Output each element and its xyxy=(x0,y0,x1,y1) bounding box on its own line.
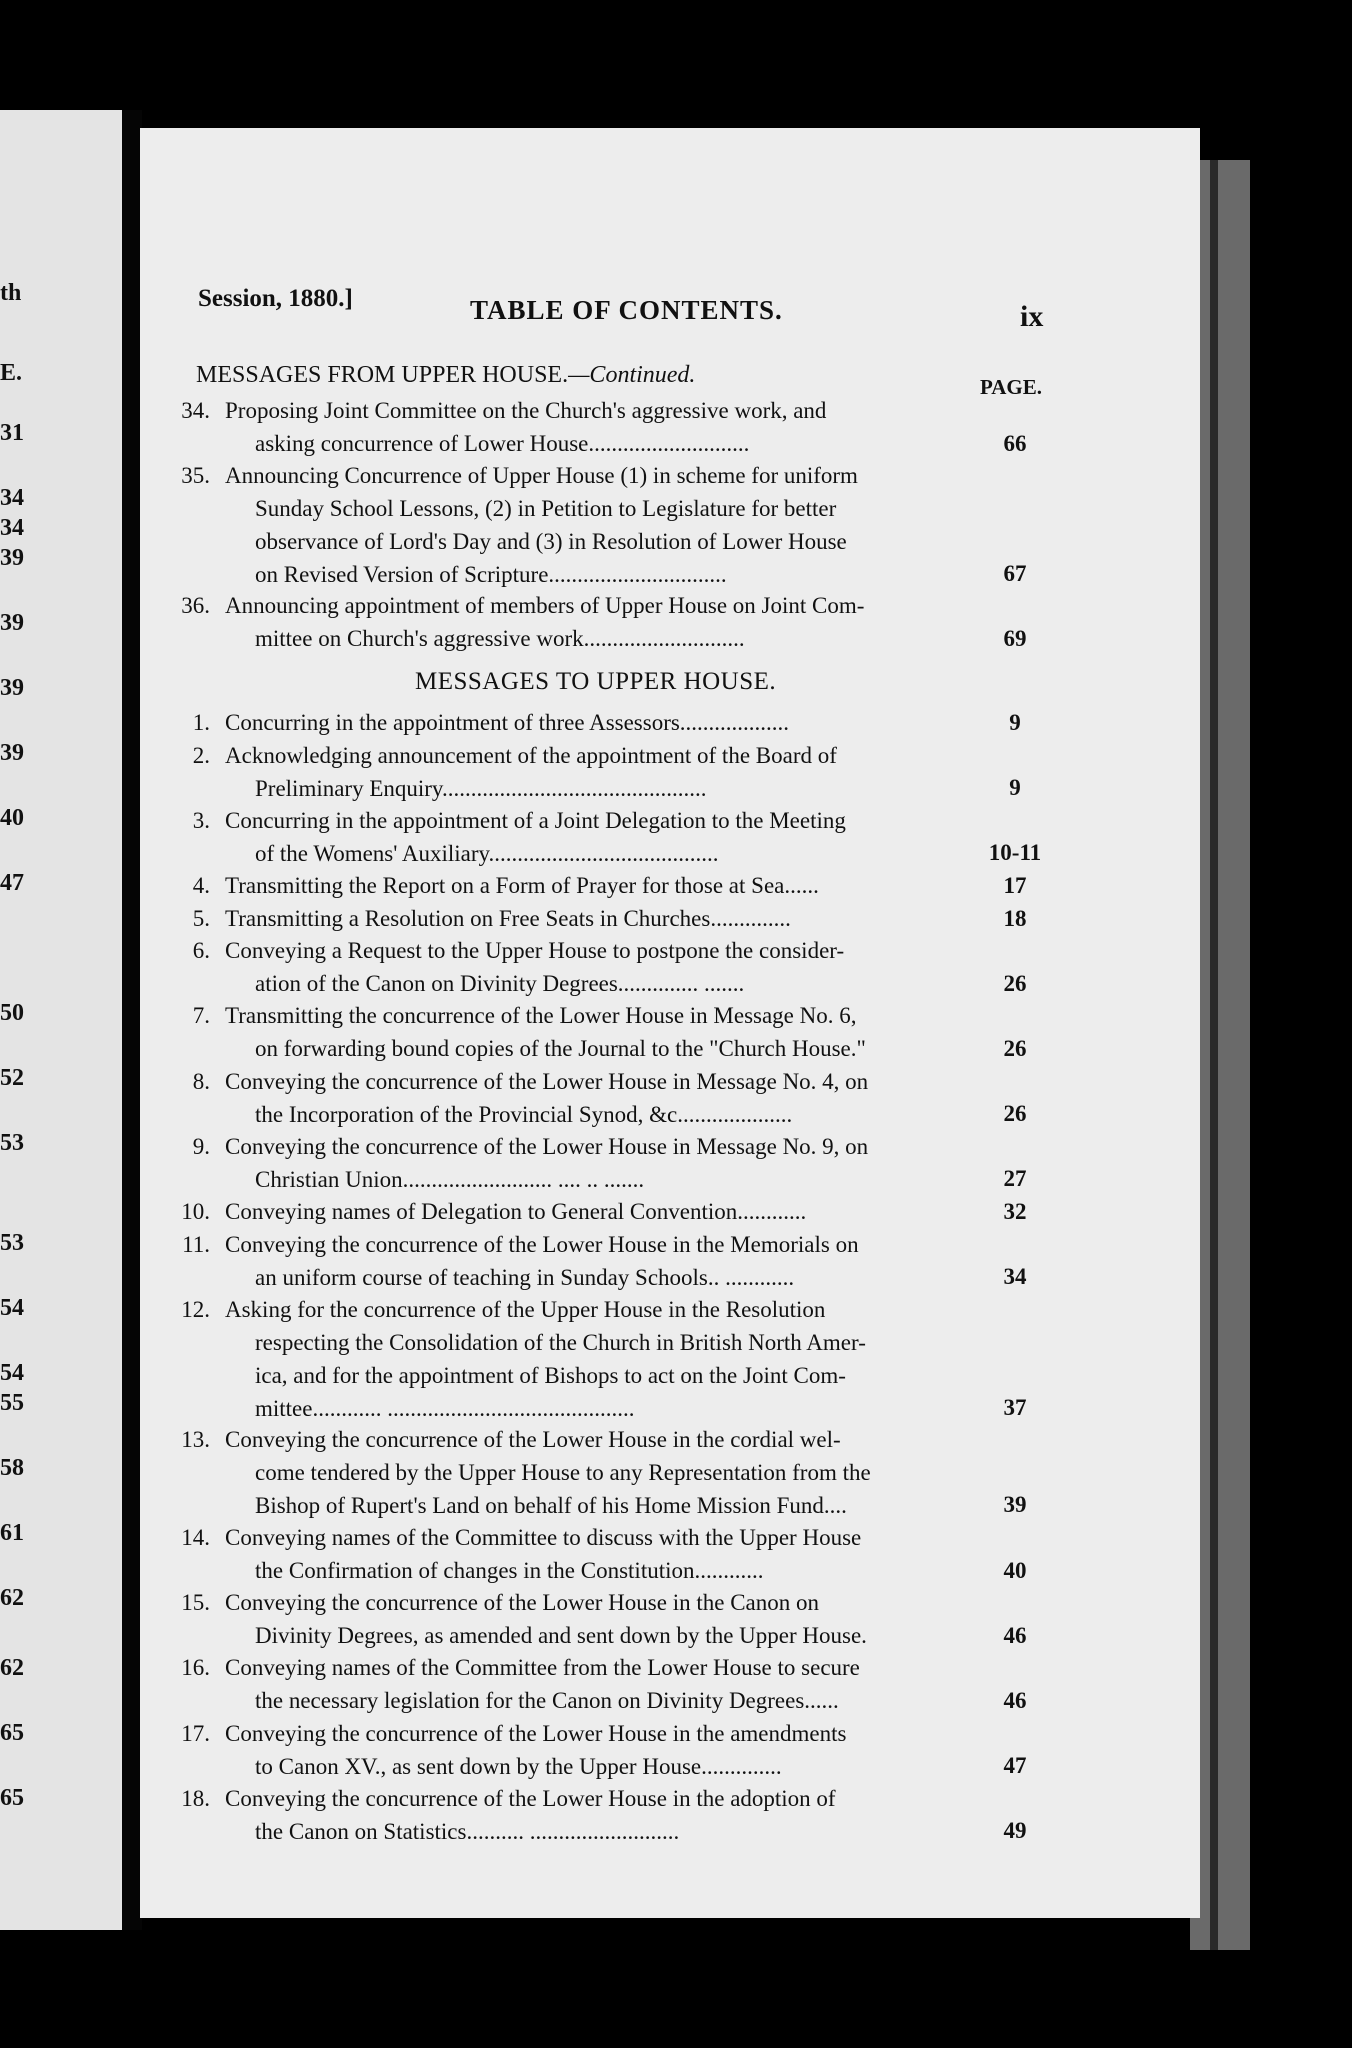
entry-text xyxy=(225,934,970,1000)
entry-number: 3. xyxy=(192,807,210,833)
entry-number: 5. xyxy=(192,905,210,931)
entry-page-number: 10-11 xyxy=(988,840,1042,866)
entry-line: Transmitting the Report on a Form of Prayer for those at Sea...... xyxy=(225,873,819,898)
entry-line: observance of Lord's Day and (3) in Resolution of Lower House xyxy=(255,529,847,554)
entry-line: on Revised Version of Scripture............................... xyxy=(255,562,727,587)
entry-text xyxy=(225,589,970,655)
roman-page-number: ix xyxy=(1020,300,1044,333)
entry-line: Acknowledging announcement of the appointment of the Board of xyxy=(225,742,837,768)
left-page-number: 65 xyxy=(0,1785,24,1811)
left-page-number: 34 xyxy=(0,485,24,511)
toc-entry xyxy=(170,1195,970,1228)
entry-text xyxy=(225,1782,970,1848)
toc-entry xyxy=(170,589,970,654)
entry-number: 17. xyxy=(181,1720,210,1746)
entry-number: 9. xyxy=(192,1133,210,1159)
entry-text xyxy=(225,459,970,591)
entry-line: an uniform course of teaching in Sunday Schools.. ............ xyxy=(255,1264,795,1290)
left-page-number: E. xyxy=(0,360,23,386)
toc-entry xyxy=(170,1782,970,1847)
entry-page-number: 26 xyxy=(1003,970,1027,996)
entry-line: the necessary legislation for the Canon on Divinity Degrees...... xyxy=(255,1688,839,1714)
toc-entry xyxy=(170,869,970,902)
toc-entry xyxy=(170,706,970,739)
page-column-label: PAGE. xyxy=(980,375,1043,399)
entry-page-number: 17 xyxy=(1003,873,1027,898)
left-page-number: 53 xyxy=(0,1130,24,1156)
entry-page-number: 34 xyxy=(1003,1264,1027,1290)
entry-line: Conveying the concurrence of the Lower House in the amendments xyxy=(225,1720,847,1746)
left-page-number: 47 xyxy=(0,870,24,896)
section-heading-upper-house xyxy=(196,362,695,389)
entry-line: ica, and for the appointment of Bishops to act on the Joint Com- xyxy=(255,1362,846,1388)
toc-entry xyxy=(170,804,970,869)
entry-page-number: 37 xyxy=(1003,1394,1027,1420)
entry-line: Concurring in the appointment of three Assessors................... xyxy=(225,710,790,735)
left-page-number: 65 xyxy=(0,1720,24,1746)
entry-page-number: 67 xyxy=(1003,560,1027,586)
section-heading-text: MESSAGES FROM UPPER HOUSE. xyxy=(196,362,569,388)
entry-page-number: 69 xyxy=(1003,625,1027,651)
entry-line: Conveying names of the Committee to discuss with the Upper House xyxy=(225,1525,862,1550)
left-page-number: 55 xyxy=(0,1390,24,1416)
entry-line: Preliminary Enquiry.............................................. xyxy=(255,775,707,801)
toc-entry xyxy=(170,394,970,459)
left-page-number: 39 xyxy=(0,740,24,766)
entry-line: Announcing appointment of members of Upper House on Joint Com- xyxy=(225,593,865,618)
toc-entry xyxy=(170,902,970,935)
entry-line: Asking for the concurrence of the Upper House in the Resolution xyxy=(225,1296,826,1322)
entry-number: 4. xyxy=(192,873,210,898)
toc-entry xyxy=(170,1651,970,1716)
entry-number: 2. xyxy=(192,742,210,768)
entry-line: to Canon XV., as sent down by the Upper House.............. xyxy=(255,1753,782,1779)
entry-page-number: 32 xyxy=(1003,1199,1027,1224)
left-page-number: th xyxy=(0,280,22,306)
entry-text xyxy=(225,1065,970,1131)
entry-page-number: 26 xyxy=(1003,1101,1027,1127)
entry-text xyxy=(225,804,970,870)
entry-text xyxy=(225,902,970,935)
toc-entry xyxy=(170,1228,970,1293)
entry-text xyxy=(225,1130,970,1196)
toc-entry xyxy=(170,739,970,804)
entry-text xyxy=(225,394,970,460)
toc-entry xyxy=(170,1423,970,1521)
entry-page-number: 46 xyxy=(1003,1688,1027,1713)
left-page-number: 61 xyxy=(0,1520,24,1546)
toc-entry xyxy=(170,934,970,999)
entry-line: Bishop of Rupert's Land on behalf of his Home Mission Fund.... xyxy=(255,1493,847,1519)
entry-number: 34. xyxy=(181,398,210,423)
toc-entry xyxy=(170,1717,970,1782)
section-heading-lower-house: MESSAGES TO UPPER HOUSE. xyxy=(415,668,777,695)
entry-line: Conveying the concurrence of the Lower House in the adoption of xyxy=(225,1785,836,1811)
left-page-number: 39 xyxy=(0,610,24,636)
entry-number: 11. xyxy=(182,1231,210,1257)
left-page-number: 54 xyxy=(0,1360,24,1386)
entry-page-number: 49 xyxy=(1003,1818,1027,1844)
entry-number: 12. xyxy=(181,1296,210,1322)
left-page-number: 62 xyxy=(0,1585,24,1611)
entry-page-number: 26 xyxy=(1003,1036,1027,1061)
entry-line: Conveying the concurrence of the Lower House in Message No. 9, on xyxy=(225,1133,869,1159)
entry-text xyxy=(225,1586,970,1652)
entry-text xyxy=(225,1228,970,1294)
entry-line: respecting the Consolidation of the Church in British North Amer- xyxy=(255,1329,866,1355)
entry-line: mittee on Church's aggressive work............................ xyxy=(255,626,745,651)
entry-number: 7. xyxy=(192,1003,210,1029)
entry-text xyxy=(225,1717,970,1783)
toc-entry xyxy=(170,1586,970,1651)
entry-line: Divinity Degrees, as amended and sent down by the Upper House. xyxy=(255,1623,867,1649)
entry-line: Conveying the concurrence of the Lower House in Message No. 4, on xyxy=(225,1068,869,1094)
left-page-number: 31 xyxy=(0,420,24,446)
entry-line: Conveying the concurrence of the Lower House in the Canon on xyxy=(225,1590,819,1616)
entry-line: the Incorporation of the Provincial Synod, &c.................... xyxy=(255,1101,793,1127)
entry-text xyxy=(225,739,970,805)
entry-line: ation of the Canon on Divinity Degrees.............. ....... xyxy=(255,971,745,997)
entry-page-number: 9 xyxy=(1009,710,1021,735)
entry-number: 14. xyxy=(181,1525,210,1550)
left-page-number: 53 xyxy=(0,1230,24,1256)
entry-line: come tendered by the Upper House to any Representation from the xyxy=(255,1460,871,1486)
entry-line: of the Womens' Auxiliary........................................ xyxy=(255,840,719,866)
book-gutter xyxy=(122,110,142,1930)
toc-entry xyxy=(170,1293,970,1423)
left-page-number: 39 xyxy=(0,545,24,571)
entry-number: 8. xyxy=(192,1068,210,1094)
session-label: Session, 1880.] xyxy=(198,285,353,312)
entry-line: Sunday School Lessons, (2) in Petition to Legislature for better xyxy=(255,496,837,521)
entry-number: 15. xyxy=(181,1590,210,1616)
entry-page-number: 40 xyxy=(1003,1557,1027,1583)
entry-number: 18. xyxy=(181,1785,210,1811)
entry-text xyxy=(225,1195,970,1228)
entry-text xyxy=(225,1521,970,1587)
entry-text xyxy=(225,869,970,902)
entry-number: 1. xyxy=(192,710,210,735)
left-page-number: 54 xyxy=(0,1295,24,1321)
left-page-number: 39 xyxy=(0,675,24,701)
entry-page-number: 18 xyxy=(1003,905,1027,931)
entry-line: Conveying a Request to the Upper House to postpone the consider- xyxy=(225,938,845,964)
left-page-number: 58 xyxy=(0,1455,24,1481)
entry-text xyxy=(225,999,970,1065)
toc-entry xyxy=(170,1521,970,1586)
entry-page-number: 46 xyxy=(1003,1622,1027,1648)
toc-entry xyxy=(170,999,970,1064)
entry-line: on forwarding bound copies of the Journal to the "Church House." xyxy=(255,1036,866,1062)
left-page-number: 52 xyxy=(0,1065,24,1091)
entry-number: 6. xyxy=(192,938,210,964)
entry-line: Transmitting the concurrence of the Lower House in Message No. 6, xyxy=(225,1003,857,1029)
entry-line: Christian Union.......................... .... .. ....... xyxy=(255,1166,645,1192)
entry-line: the Confirmation of changes in the Constitution............ xyxy=(255,1558,764,1583)
entry-page-number: 39 xyxy=(1003,1492,1027,1518)
entry-line: Announcing Concurrence of Upper House (1) in scheme for uniform xyxy=(225,463,858,488)
entry-line: the Canon on Statistics.......... .......................... xyxy=(255,1818,680,1844)
entry-line: Conveying the concurrence of the Lower House in the cordial wel- xyxy=(225,1427,841,1453)
toc-entry xyxy=(170,459,970,589)
entry-number: 16. xyxy=(181,1655,210,1681)
entry-number: 35. xyxy=(181,463,210,488)
entry-line: Concurring in the appointment of a Joint Delegation to the Meeting xyxy=(225,807,846,833)
entry-text xyxy=(225,1651,970,1717)
page-edge-shadow xyxy=(1210,160,1218,1950)
toc-entry xyxy=(170,1130,970,1195)
entry-number: 36. xyxy=(181,593,210,618)
toc-entry xyxy=(170,1065,970,1130)
entry-number: 10. xyxy=(181,1199,210,1224)
left-page-number: 34 xyxy=(0,515,24,541)
entry-text xyxy=(225,706,970,739)
entry-text xyxy=(225,1423,970,1522)
entry-line: Proposing Joint Committee on the Church's aggressive work, and xyxy=(225,398,827,423)
entry-page-number: 66 xyxy=(1003,430,1027,456)
left-page-number: 62 xyxy=(0,1655,24,1681)
entry-page-number: 9 xyxy=(1009,775,1021,801)
continued-label: —Continued. xyxy=(568,362,696,388)
entry-line: mittee............ ........................................... xyxy=(255,1395,635,1421)
entry-number: 13. xyxy=(181,1427,210,1453)
entry-line: Conveying names of the Committee from the Lower House to secure xyxy=(225,1655,860,1681)
entry-page-number: 27 xyxy=(1003,1166,1027,1192)
left-page-number: 40 xyxy=(0,805,24,831)
page-title: TABLE OF CONTENTS. xyxy=(470,295,783,325)
entry-line: Conveying names of Delegation to General Convention............ xyxy=(225,1199,807,1224)
entry-page-number: 47 xyxy=(1003,1753,1027,1779)
entry-text xyxy=(225,1293,970,1425)
entry-line: Conveying the concurrence of the Lower House in the Memorials on xyxy=(225,1231,859,1257)
entry-line: Transmitting a Resolution on Free Seats in Churches.............. xyxy=(225,905,791,931)
entry-line: asking concurrence of Lower House............................ xyxy=(255,431,750,456)
left-page-number: 50 xyxy=(0,1000,24,1026)
